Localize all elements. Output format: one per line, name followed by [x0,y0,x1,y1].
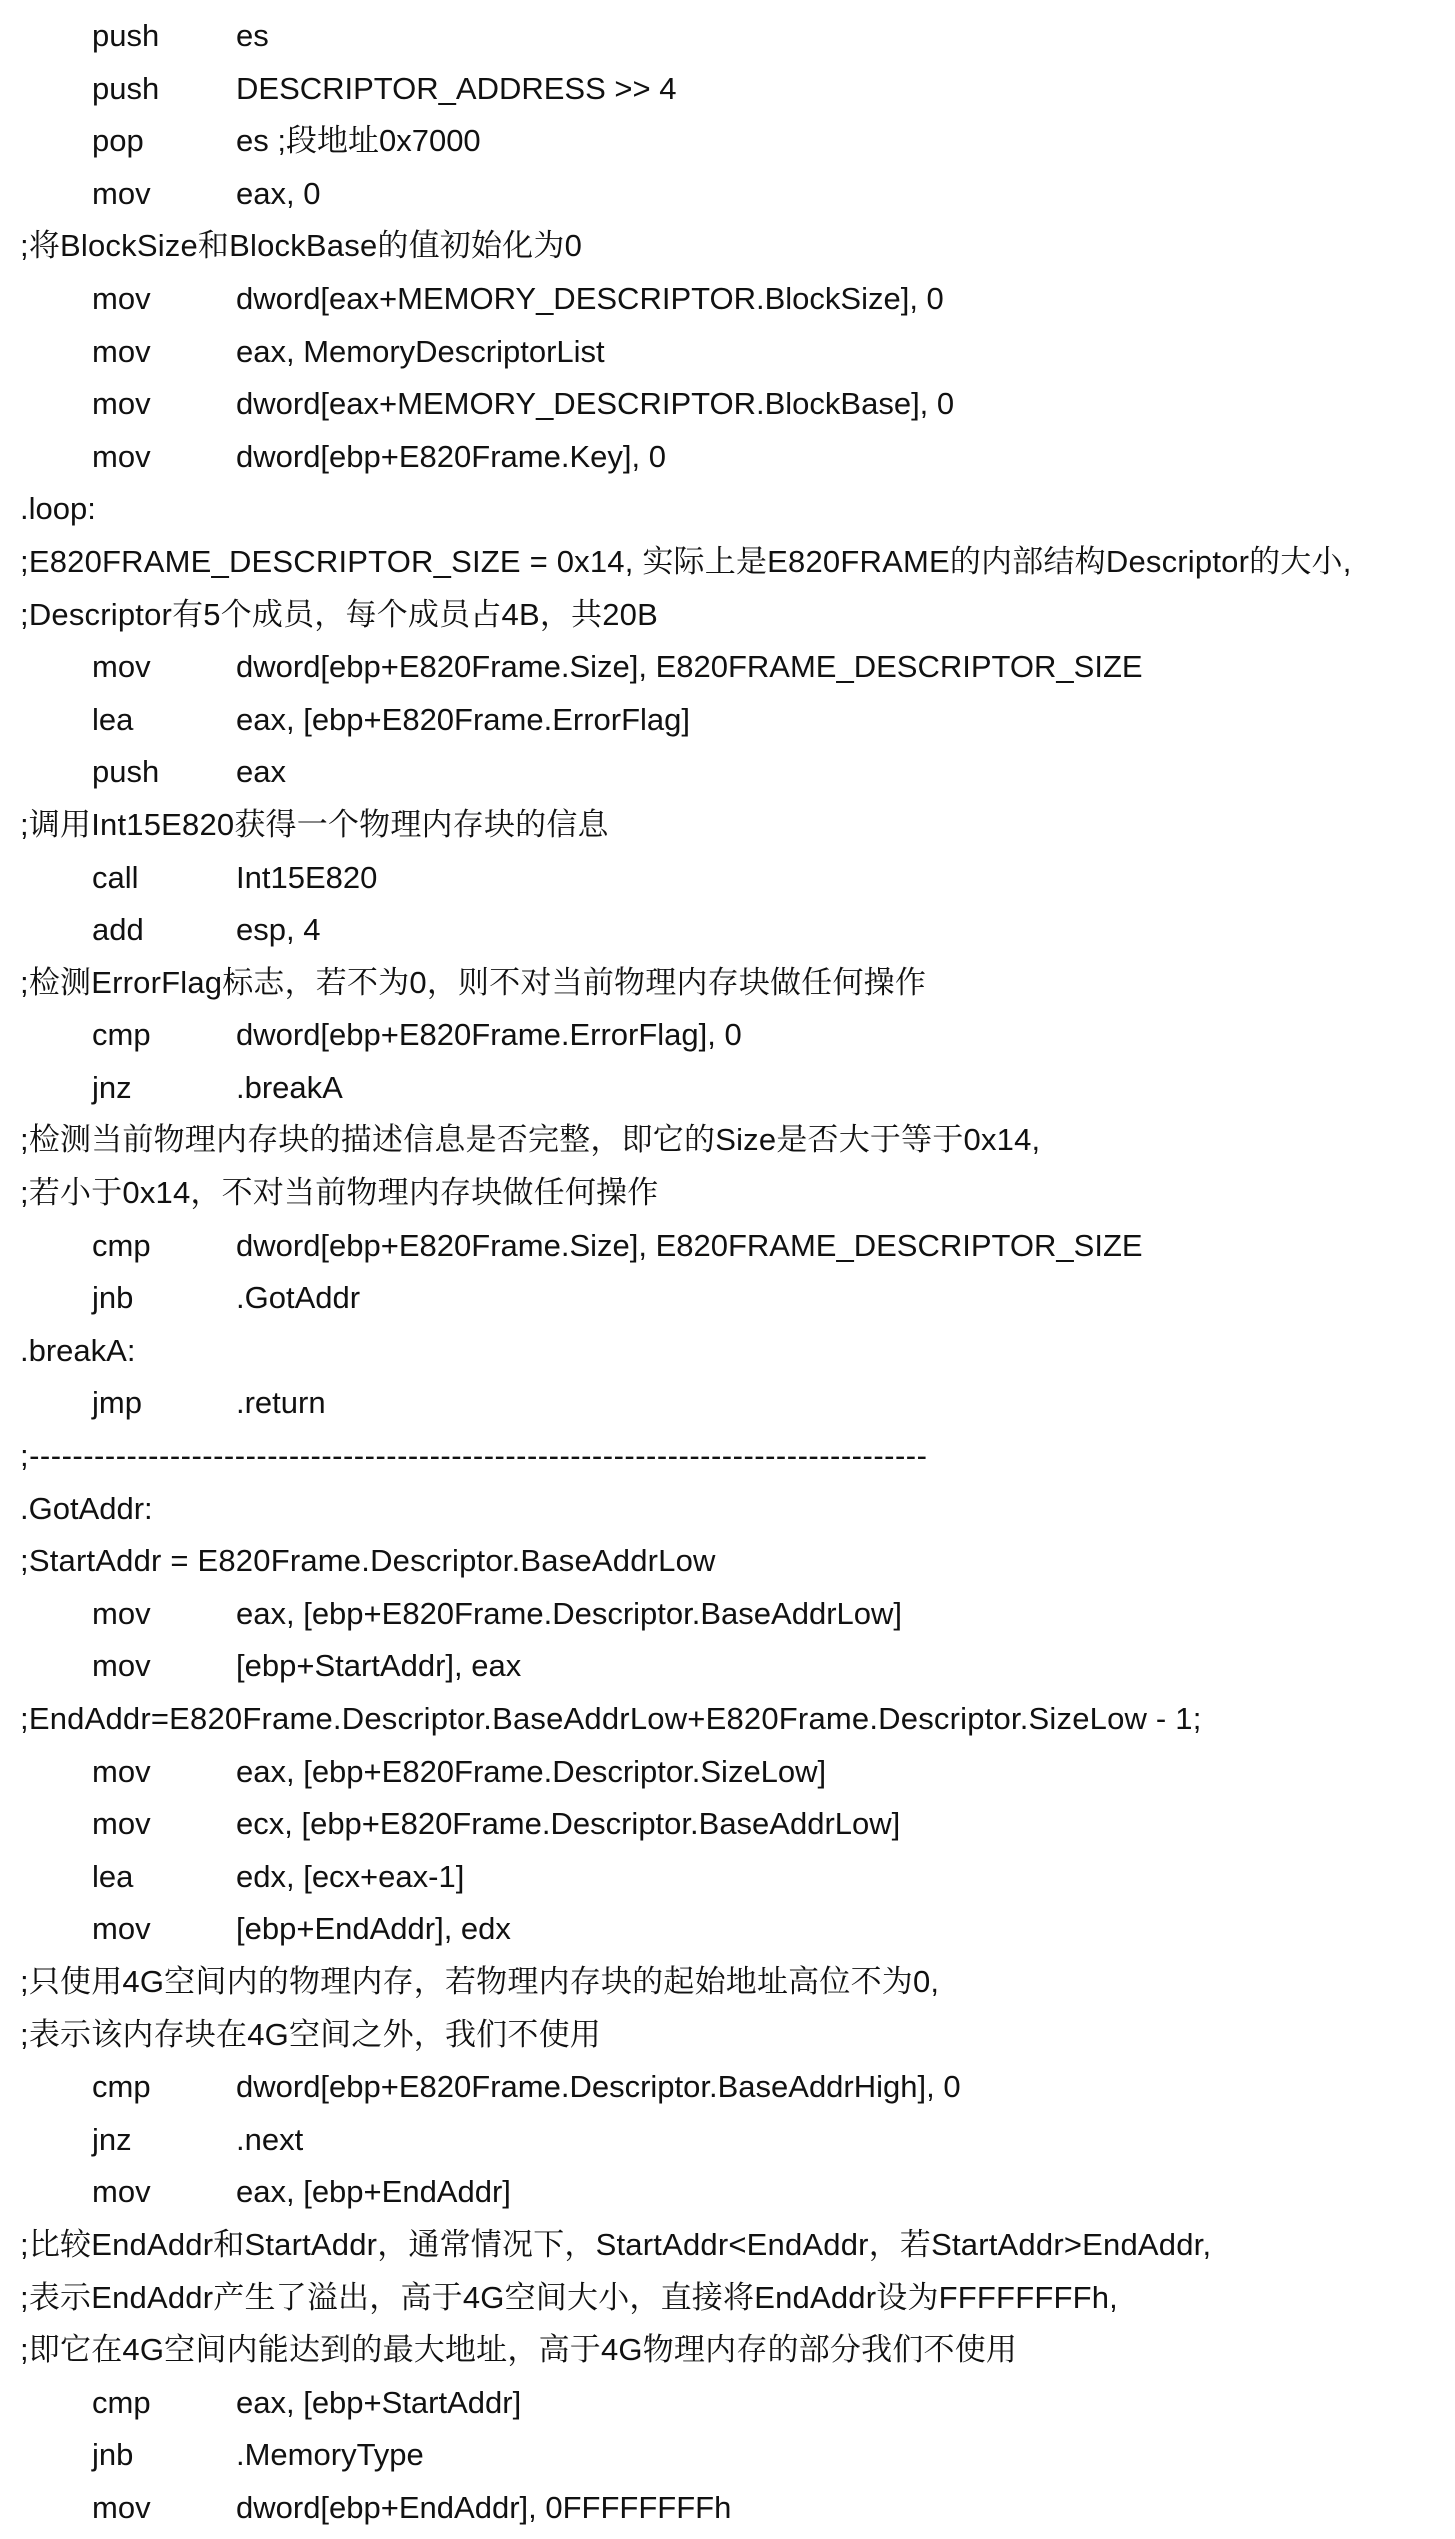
code-line-instruction [0,1798,1455,1851]
instruction-mnemonic: cmp [92,2384,151,2420]
code-line-comment [0,1114,1455,1167]
code-line-comment [0,2219,1455,2272]
instruction-mnemonic: lea [92,701,134,737]
separator-comment: ;----------------------------------------------------------------------------------- [20,1438,928,1474]
instruction-operands: eax, [ebp+EndAddr] [236,2174,511,2210]
code-line-instruction [0,431,1455,484]
code-line-comment [0,799,1455,852]
code-line-instruction [0,1062,1455,1115]
instruction-mnemonic: mov [92,175,151,211]
instruction-mnemonic: mov [92,333,151,369]
instruction-operands: Int15E820 [236,859,378,895]
instruction-operands: eax, [ebp+StartAddr] [236,2384,522,2420]
instruction-mnemonic: call [92,859,139,895]
code-line-instruction [0,1377,1455,1430]
instruction-operands: eax [236,754,286,790]
code-line-instruction [0,904,1455,957]
instruction-mnemonic: mov [92,1648,151,1684]
instruction-mnemonic: mov [92,1911,151,1947]
code-line-rule [0,1430,1455,1483]
instruction-operands: dword[eax+MEMORY_DESCRIPTOR.BlockSize], 0 [236,280,944,316]
code-line-instruction [0,168,1455,221]
instruction-mnemonic: jmp [92,1385,142,1421]
instruction-operands: .GotAddr [236,1280,361,1316]
code-line-instruction [0,1746,1455,1799]
instruction-mnemonic: jnz [92,1069,132,1105]
instruction-mnemonic: mov [92,1806,151,1842]
code-line-instruction [0,63,1455,116]
code-line-instruction [0,2166,1455,2219]
code-listing [0,10,1455,2535]
instruction-operands: dword[ebp+E820Frame.ErrorFlag], 0 [236,1017,742,1053]
code-line-instruction [0,1640,1455,1693]
instruction-mnemonic: cmp [92,2069,151,2105]
instruction-operands: dword[ebp+E820Frame.Size], E820FRAME_DESCRIPTOR_SIZE [236,1227,1143,1263]
code-line-instruction [0,1851,1455,1904]
instruction-operands: .next [236,2121,304,2157]
instruction-operands: dword[ebp+E820Frame.Descriptor.BaseAddrHigh], 0 [236,2069,961,2105]
code-line-instruction [0,326,1455,379]
code-line-instruction [0,1220,1455,1273]
instruction-mnemonic: lea [92,1858,134,1894]
instruction-mnemonic: push [92,18,160,53]
instruction-mnemonic: jnz [92,2121,132,2157]
code-line-instruction [0,2114,1455,2167]
code-line-comment [0,2324,1455,2377]
instruction-operands: .MemoryType [236,2437,424,2473]
code-line-instruction [0,2482,1455,2535]
instruction-operands: eax, 0 [236,175,321,211]
code-line-instruction [0,746,1455,799]
instruction-mnemonic: mov [92,438,151,474]
code-line-instruction [0,694,1455,747]
code-comment: ;检测当前物理内存块的描述信息是否完整，即它的Size是否大于等于0x14, [20,1122,1041,1158]
instruction-mnemonic: cmp [92,1227,151,1263]
instruction-operands: eax, [ebp+E820Frame.Descriptor.BaseAddrLow] [236,1595,903,1631]
instruction-operands: esp, 4 [236,912,321,948]
code-line-comment [0,1535,1455,1588]
code-line-comment [0,220,1455,273]
code-line-comment [0,957,1455,1010]
instruction-mnemonic: mov [92,1595,151,1631]
instruction-mnemonic: mov [92,2489,151,2525]
code-comment: ;StartAddr = E820Frame.Descriptor.BaseAddrLow [20,1543,716,1579]
code-line-instruction [0,2061,1455,2114]
code-label: .breakA: [20,1332,136,1368]
code-line-comment [0,589,1455,642]
code-line-comment [0,1956,1455,2009]
instruction-operands: es ;段地址0x7000 [236,123,481,159]
instruction-operands: dword[ebp+E820Frame.Size], E820FRAME_DESCRIPTOR_SIZE [236,649,1143,685]
code-line-instruction [0,115,1455,168]
code-comment: ;只使用4G空间内的物理内存，若物理内存块的起始地址高位不为0, [20,1963,940,1999]
code-line-comment [0,536,1455,589]
code-comment: ;EndAddr=E820Frame.Descriptor.BaseAddrLow+E820Frame.Descriptor.SizeLow - 1; [20,1701,1202,1736]
code-line-instruction [0,852,1455,905]
code-line-label [0,1325,1455,1378]
instruction-mnemonic: add [92,912,144,948]
code-line-instruction [0,1903,1455,1956]
code-comment: ;表示EndAddr产生了溢出，高于4G空间大小，直接将EndAddr设为FFFFFFFFh, [20,2279,1118,2315]
instruction-mnemonic: mov [92,1753,151,1789]
instruction-mnemonic: mov [92,649,151,685]
instruction-operands: eax, [ebp+E820Frame.ErrorFlag] [236,701,691,737]
code-comment: ;若小于0x14，不对当前物理内存块做任何操作 [20,1175,659,1211]
code-line-comment [0,2009,1455,2062]
code-line-instruction [0,1009,1455,1062]
code-comment: ;表示该内存块在4G空间之外，我们不使用 [20,2016,601,2052]
code-label: .loop: [20,491,96,527]
code-comment: ;将BlockSize和BlockBase的值初始化为0 [20,228,583,264]
code-comment: ;即它在4G空间内能达到的最大地址，高于4G物理内存的部分我们不使用 [20,2332,1018,2368]
instruction-operands: DESCRIPTOR_ADDRESS >> 4 [236,70,677,106]
code-line-label [0,483,1455,536]
code-line-instruction [0,2429,1455,2482]
instruction-mnemonic: mov [92,386,151,422]
code-line-comment [0,2272,1455,2325]
code-line-instruction [0,273,1455,326]
code-comment: ;检测ErrorFlag标志，若不为0，则不对当前物理内存块做任何操作 [20,964,927,1000]
instruction-operands: .return [236,1385,326,1421]
code-line-instruction [0,641,1455,694]
code-line-comment [0,1693,1455,1746]
code-line-instruction [0,2377,1455,2430]
instruction-operands: ecx, [ebp+E820Frame.Descriptor.BaseAddrLow] [236,1806,901,1842]
instruction-mnemonic: mov [92,280,151,316]
code-line-instruction [0,1588,1455,1641]
instruction-operands: dword[ebp+E820Frame.Key], 0 [236,438,666,474]
code-line-instruction [0,1272,1455,1325]
code-line-instruction [0,10,1455,63]
instruction-mnemonic: jnb [92,1280,134,1316]
instruction-operands: dword[ebp+EndAddr], 0FFFFFFFFh [236,2489,732,2525]
code-line-instruction [0,378,1455,431]
instruction-mnemonic: pop [92,123,144,159]
instruction-mnemonic: cmp [92,1017,151,1053]
instruction-mnemonic: jnb [92,2437,134,2473]
code-label: .GotAddr: [20,1490,153,1526]
instruction-mnemonic: push [92,70,160,106]
instruction-operands: dword[eax+MEMORY_DESCRIPTOR.BlockBase], 0 [236,386,955,422]
instruction-operands: eax, MemoryDescriptorList [236,333,605,369]
code-comment: ;调用Int15E820获得一个物理内存块的信息 [20,806,609,842]
code-comment: ;E820FRAME_DESCRIPTOR_SIZE = 0x14, 实际上是E820FRAME的内部结构Descriptor的大小, [20,543,1352,579]
instruction-operands: [ebp+EndAddr], edx [236,1911,511,1947]
code-line-comment [0,1167,1455,1220]
instruction-mnemonic: mov [92,2174,151,2210]
instruction-operands: [ebp+StartAddr], eax [236,1648,522,1684]
code-comment: ;比较EndAddr和StartAddr，通常情况下，StartAddr<EndAddr，若StartAddr>EndAddr, [20,2226,1212,2262]
instruction-operands: .breakA [236,1069,343,1105]
code-comment: ;Descriptor有5个成员，每个成员占4B，共20B [20,596,658,632]
code-line-label [0,1483,1455,1536]
instruction-operands: edx, [ecx+eax-1] [236,1858,465,1894]
instruction-mnemonic: push [92,754,160,790]
instruction-operands: eax, [ebp+E820Frame.Descriptor.SizeLow] [236,1753,827,1789]
instruction-operands: es [236,18,269,53]
